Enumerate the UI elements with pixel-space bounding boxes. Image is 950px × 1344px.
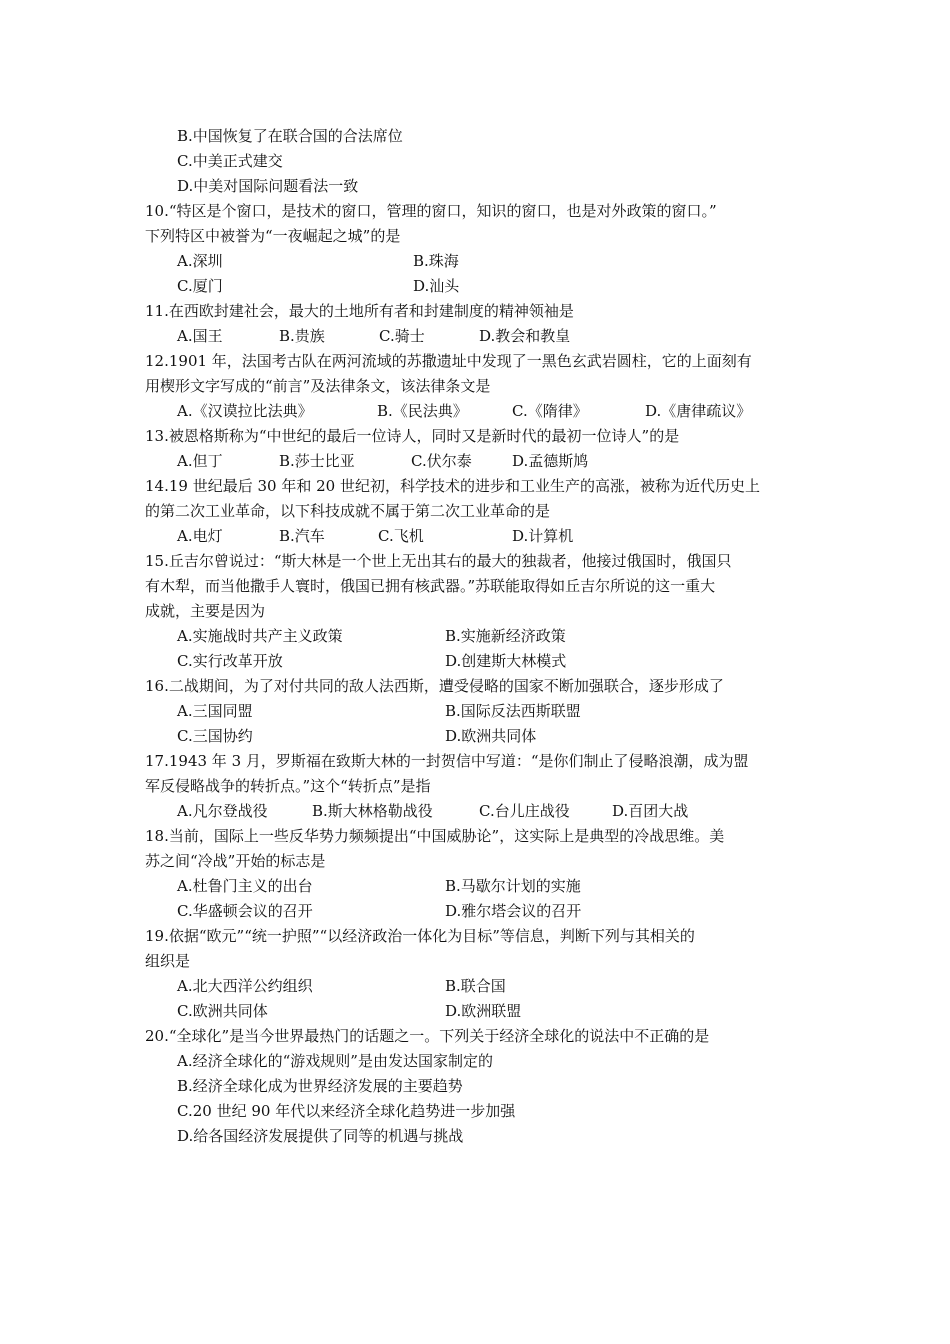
q14-option-c: C.飞机 xyxy=(378,527,424,545)
q9-option-d: D.中美对国际问题看法一致 xyxy=(177,177,359,195)
q17-option-c: C.台儿庄战役 xyxy=(479,802,570,820)
q14-option-b: B.汽车 xyxy=(279,527,325,545)
q19-option-d: D.欧洲联盟 xyxy=(445,1002,522,1020)
q18-option-a: A.杜鲁门主义的出台 xyxy=(177,877,313,895)
q13-stem: 13.被恩格斯称为“中世纪的最后一位诗人，同时又是新时代的最初一位诗人”的是 xyxy=(145,427,680,445)
q19-option-c: C.欧洲共同体 xyxy=(177,1002,268,1020)
q13-option-b: B.莎士比亚 xyxy=(279,452,355,470)
q20-option-c: C.20 世纪 90 年代以来经济全球化趋势进一步加强 xyxy=(177,1102,516,1120)
q13-option-c: C.伏尔泰 xyxy=(411,452,472,470)
q11-option-b: B.贵族 xyxy=(279,327,325,345)
q16-option-d: D.欧洲共同体 xyxy=(445,727,537,745)
q11-option-d: D.教会和教皇 xyxy=(479,327,571,345)
q14-option-a: A.电灯 xyxy=(177,527,223,545)
q15-option-c: C.实行改革开放 xyxy=(177,652,283,670)
q18-option-c: C.华盛顿会议的召开 xyxy=(177,902,313,920)
q15-option-a: A.实施战时共产主义政策 xyxy=(177,627,343,645)
q18-option-d: D.雅尔塔会议的召开 xyxy=(445,902,582,920)
q9-option-b: B.中国恢复了在联合国的合法席位 xyxy=(177,127,403,145)
q10-option-a: A.深圳 xyxy=(177,252,223,270)
q17-stem-line-1: 17.1943 年 3 月，罗斯福在致斯大林的一封贺信中写道：“是你们制止了侵略浪潮，成为盟 xyxy=(145,752,749,770)
q10-option-d: D.汕头 xyxy=(413,277,460,295)
q13-option-d: D.孟德斯鸠 xyxy=(512,452,589,470)
q11-option-a: A.国王 xyxy=(177,327,223,345)
q16-stem: 16.二战期间，为了对付共同的敌人法西斯，遭受侵略的国家不断加强联合，逐步形成了 xyxy=(145,677,724,695)
q16-option-a: A.三国同盟 xyxy=(177,702,253,720)
q20-stem: 20.“全球化”是当今世界最热门的话题之一。下列关于经济全球化的说法中不正确的是 xyxy=(145,1027,710,1045)
q12-option-b: B.《民法典》 xyxy=(377,402,468,420)
q12-option-a: A.《汉谟拉比法典》 xyxy=(177,402,313,420)
q14-stem-line-1: 14.19 世纪最后 30 年和 20 世纪初，科学技术的进步和工业生产的高涨，被称为近代历史上 xyxy=(145,477,760,495)
q15-option-d: D.创建斯大林模式 xyxy=(445,652,567,670)
q11-option-c: C.骑士 xyxy=(379,327,425,345)
q10-option-c: C.厦门 xyxy=(177,277,223,295)
q17-stem-line-2: 军反侵略战争的转折点。”这个“转折点”是指 xyxy=(145,777,431,795)
q16-option-c: C.三国协约 xyxy=(177,727,253,745)
q15-option-b: B.实施新经济政策 xyxy=(445,627,566,645)
q17-option-b: B.斯大林格勒战役 xyxy=(312,802,433,820)
q18-option-b: B.马歇尔计划的实施 xyxy=(445,877,581,895)
q19-option-a: A.北大西洋公约组织 xyxy=(177,977,313,995)
q18-stem-line-2: 苏之间“冷战”开始的标志是 xyxy=(145,852,326,870)
q10-option-b: B.珠海 xyxy=(413,252,459,270)
q12-stem-line-1: 12.1901 年，法国考古队在两河流域的苏撒遗址中发现了一黑色玄武岩圆柱，它的上面刻有 xyxy=(145,352,752,370)
q20-option-b: B.经济全球化成为世界经济发展的主要趋势 xyxy=(177,1077,463,1095)
q12-option-c: C.《隋律》 xyxy=(512,402,588,420)
q17-option-d: D.百团大战 xyxy=(612,802,689,820)
q10-stem-line-1: 10.“特区是个窗口，是技术的窗口，管理的窗口，知识的窗口，也是对外政策的窗口。” xyxy=(145,202,717,220)
q20-option-a: A.经济全球化的“游戏规则”是由发达国家制定的 xyxy=(177,1052,493,1070)
q10-stem-line-2: 下列特区中被誉为“一夜崛起之城”的是 xyxy=(145,227,401,245)
q9-option-c: C.中美正式建交 xyxy=(177,152,283,170)
q12-option-d: D.《唐律疏议》 xyxy=(645,402,752,420)
q20-option-d: D.给各国经济发展提供了同等的机遇与挑战 xyxy=(177,1127,464,1145)
q18-stem-line-1: 18.当前，国际上一些反华势力频频提出“中国威胁论”，这实际上是典型的冷战思维。美 xyxy=(145,827,725,845)
q15-stem-line-2: 有木犁，而当他撒手人寰时，俄国已拥有核武器。”苏联能取得如丘吉尔所说的这一重大 xyxy=(145,577,716,595)
q19-stem-line-2: 组织是 xyxy=(145,952,191,970)
q11-stem: 11.在西欧封建社会，最大的土地所有者和封建制度的精神领袖是 xyxy=(145,302,574,320)
q14-option-d: D.计算机 xyxy=(512,527,574,545)
q19-stem-line-1: 19.依据“欧元”“统一护照”“以经济政治一体化为目标”等信息，判断下列与其相关的 xyxy=(145,927,695,945)
q15-stem-line-3: 成就，主要是因为 xyxy=(145,602,266,620)
q12-stem-line-2: 用楔形文字写成的“前言”及法律条文，该法律条文是 xyxy=(145,377,491,395)
q16-option-b: B.国际反法西斯联盟 xyxy=(445,702,581,720)
q17-option-a: A.凡尔登战役 xyxy=(177,802,268,820)
q13-option-a: A.但丁 xyxy=(177,452,223,470)
q19-option-b: B.联合国 xyxy=(445,977,506,995)
q15-stem-line-1: 15.丘吉尔曾说过：“斯大林是一个世上无出其右的最大的独裁者，他接过俄国时，俄国只 xyxy=(145,552,732,570)
q14-stem-line-2: 的第二次工业革命，以下科技成就不属于第二次工业革命的是 xyxy=(145,502,551,520)
